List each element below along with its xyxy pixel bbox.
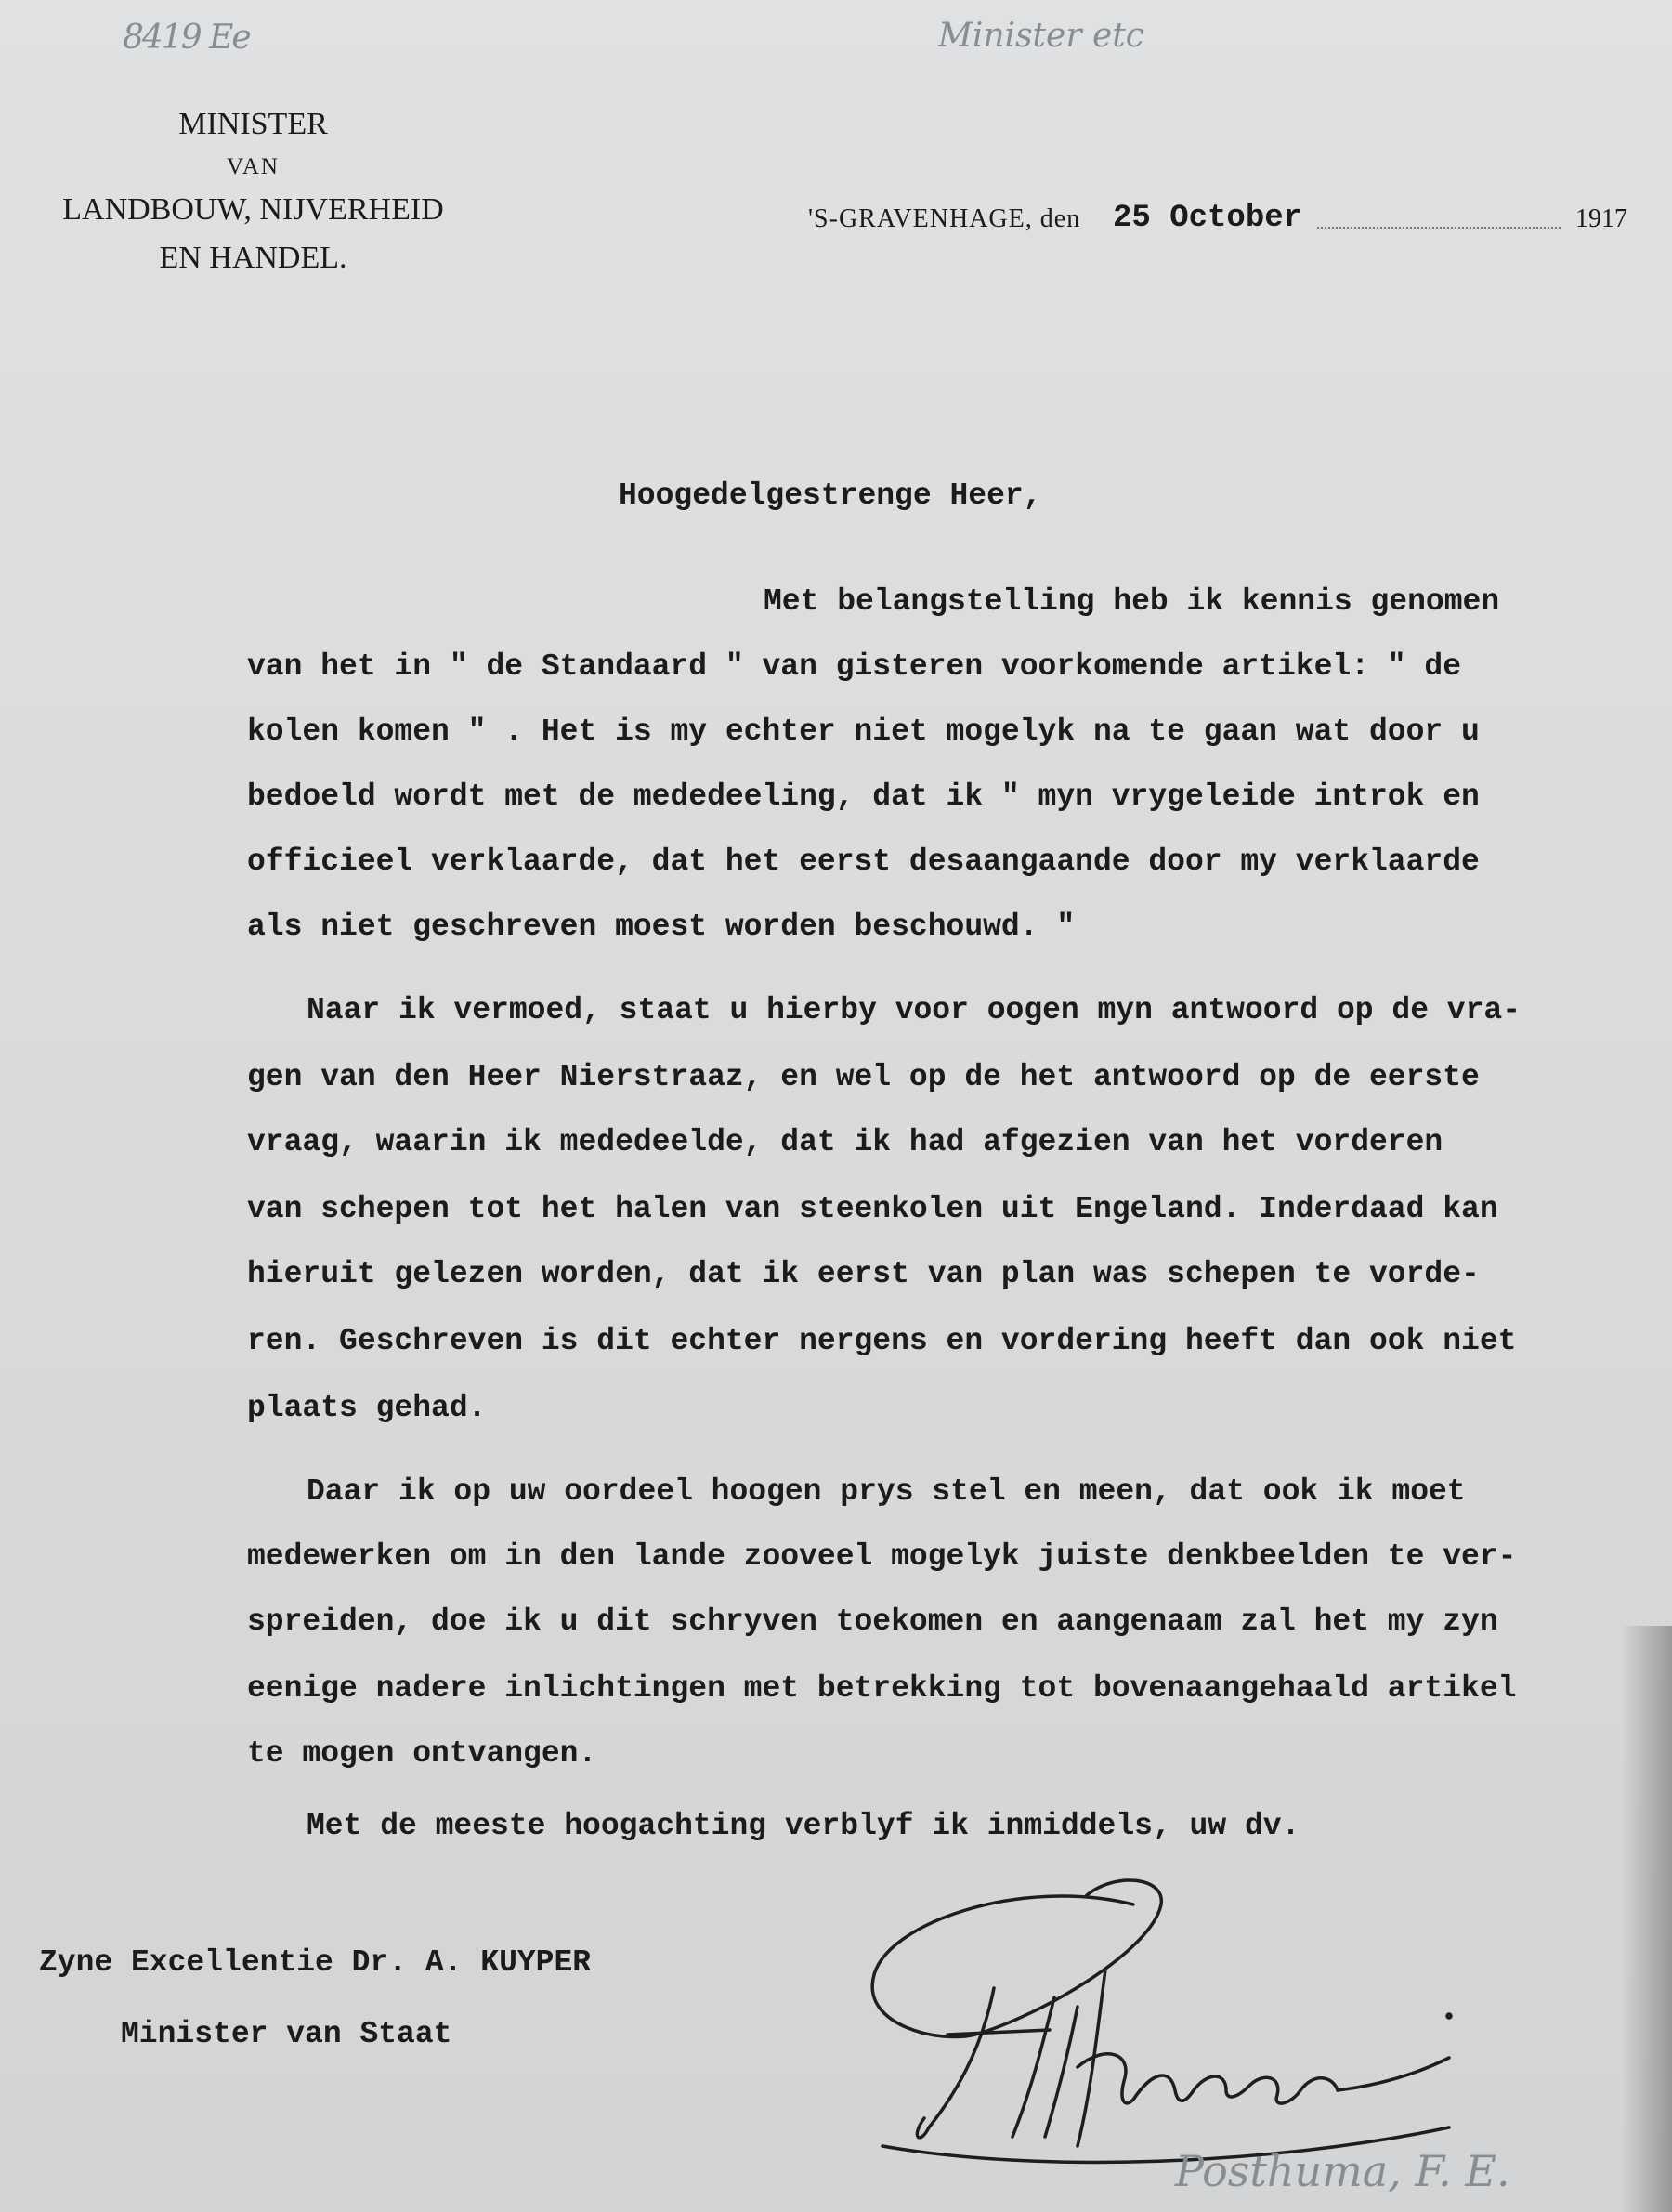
body-line: bedoeld wordt met de mededeeling, dat ik " myn vrygeleide introk en bbox=[247, 779, 1480, 814]
letterhead-line-1: MINISTER bbox=[178, 107, 328, 141]
body-line: vraag, waarin ik mededeelde, dat ik had afgezien van het vorderen bbox=[247, 1125, 1443, 1159]
body-line: plaats gehad. bbox=[247, 1391, 487, 1425]
letterhead bbox=[19, 100, 488, 282]
salutation: Hoogedelgestrenge Heer, bbox=[619, 478, 1042, 513]
page-edge-shadow bbox=[1621, 1626, 1672, 2212]
dateline-year: 1917 bbox=[1575, 204, 1627, 233]
body-line: Daar ik op uw oordeel hoogen prys stel en meen, dat ook ik moet bbox=[307, 1474, 1466, 1509]
body-line: officieel verklaarde, dat het eerst desaangaande door my verklaarde bbox=[247, 844, 1480, 879]
letterhead-line-3: LANDBOUW, NIJVERHEID bbox=[62, 192, 444, 227]
archive-number-annotation bbox=[123, 19, 250, 57]
body-line: Met belangstelling heb ik kennis genomen bbox=[764, 584, 1500, 619]
archive-mark: Ee bbox=[209, 19, 250, 57]
body-line: hieruit gelezen worden, dat ik eerst van plan was schepen te vorde- bbox=[247, 1257, 1480, 1291]
body-line: Naar ik vermoed, staat u hierby voor oogen myn antwoord op de vra- bbox=[307, 993, 1522, 1027]
addressee-name: Zyne Excellentie Dr. A. KUYPER bbox=[39, 1945, 592, 1980]
letterhead-line-2: VAN bbox=[227, 154, 280, 179]
dateline-dotted-rule bbox=[1317, 227, 1561, 229]
archive-number: 8419 bbox=[123, 19, 201, 57]
signature-name-annotation: Posthuma, F. E. bbox=[1175, 2146, 1510, 2196]
body-line: eenige nadere inlichtingen met betrekking tot bovenaangehaald artikel bbox=[247, 1671, 1517, 1706]
dateline bbox=[808, 199, 1635, 245]
dateline-date: 25 October bbox=[1113, 201, 1303, 236]
body-line: van schepen tot het halen van steenkolen uit Engeland. Inderdaad kan bbox=[247, 1192, 1498, 1226]
addressee-title: Minister van Staat bbox=[121, 2017, 452, 2051]
category-annotation: Minister etc bbox=[938, 17, 1144, 55]
body-line: kolen komen " . Het is my echter niet mogelyk na te gaan wat door u bbox=[247, 714, 1480, 749]
body-line: van het in " de Standaard " van gisteren voorkomende artikel: " de bbox=[247, 649, 1462, 684]
body-line: als niet geschreven moest worden beschouwd. " bbox=[247, 910, 1076, 944]
body-line: ren. Geschreven is dit echter nergens en vordering heeft dan ook niet bbox=[247, 1324, 1517, 1358]
body-line: te mogen ontvangen. bbox=[247, 1736, 597, 1771]
body-line: gen van den Heer Nierstraaz, en wel op de het antwoord op de eerste bbox=[247, 1060, 1480, 1094]
closing-line: Met de meeste hoogachting verblyf ik inmiddels, uw dv. bbox=[307, 1809, 1300, 1843]
letterhead-line-4: EN HANDEL. bbox=[159, 241, 347, 275]
dateline-place: 'S-GRAVENHAGE, den bbox=[808, 204, 1081, 233]
handwritten-signature bbox=[855, 1867, 1486, 2174]
body-line: medewerken om in den lande zooveel mogelyk juiste denkbeelden te ver- bbox=[247, 1539, 1517, 1574]
body-line: spreiden, doe ik u dit schryven toekomen en aangenaam zal het my zyn bbox=[247, 1604, 1498, 1639]
